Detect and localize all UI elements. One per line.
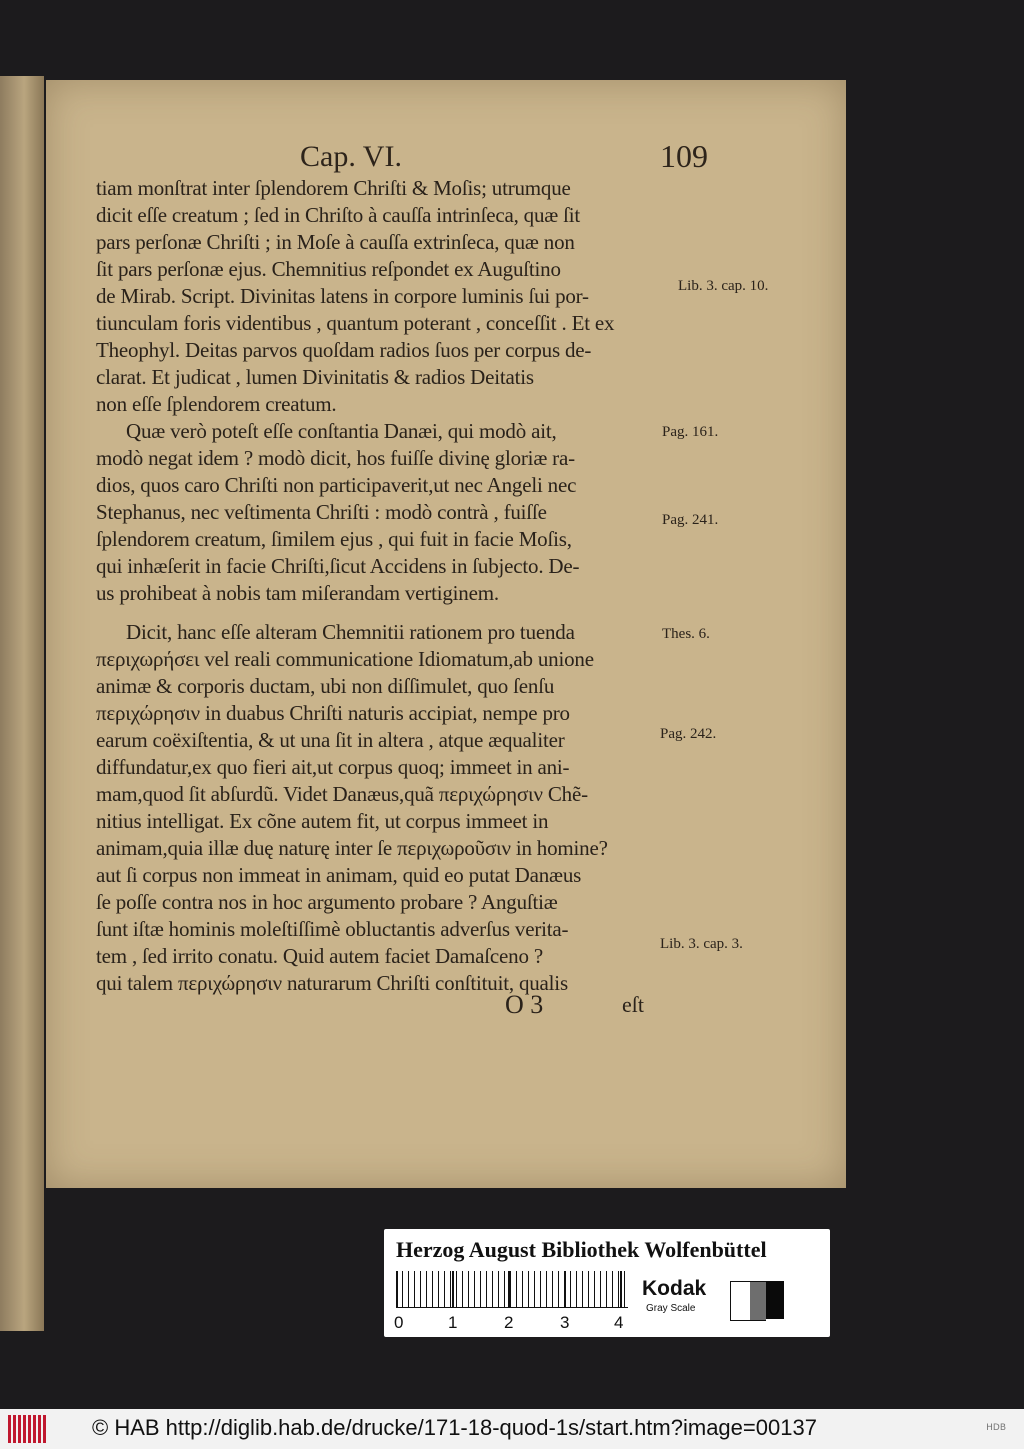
text-line: ſunt iſtæ hominis moleſtiſſimè obluctantis adverſus verita- (96, 917, 569, 941)
gray-patch-black (766, 1281, 784, 1319)
copyright-url[interactable]: © HAB http://diglib.hab.de/drucke/171-18-quod-1s/start.htm?image=00137 (92, 1415, 817, 1440)
ruler-major-tick (396, 1271, 398, 1307)
ruler-major-tick (620, 1271, 622, 1307)
library-name: Herzog August Bibliothek Wolfenbüttel (396, 1237, 767, 1262)
text-line: qui inhæſerit in facie Chriſti,ſicut Accidens in ſubjecto. De- (96, 554, 580, 578)
text-line: qui talem περιχώρησιν naturarum Chriſti conſtituit, qualis (96, 971, 568, 995)
text-line: dios, quos caro Chriſti non participaverit,ut nec Angeli nec (96, 473, 577, 497)
text-line: dicit eſſe creatum ; ſed in Chriſto à cauſſa intrinſeca, quæ ſit (96, 203, 581, 227)
gray-patch-white (730, 1281, 752, 1321)
gray-patch-mid (750, 1281, 766, 1321)
ruler-major-tick (508, 1271, 510, 1307)
catchword: eſt (622, 992, 644, 1017)
chapter-heading: Cap. VI. (300, 140, 402, 173)
corner-mark: HDB (986, 1423, 1006, 1433)
text-line: non eſſe ſplendorem creatum. (96, 392, 337, 416)
signature-mark: O 3 (505, 990, 544, 1019)
ruler-major-tick (564, 1271, 566, 1307)
text-line: pars perſonæ Chriſti ; in Moſe à cauſſa extrinſeca, quæ non (96, 230, 575, 254)
hab-logo-icon (8, 1415, 46, 1443)
text-line: περιχωρήσει vel reali communicatione Idiomatum,ab unione (96, 647, 594, 671)
text-line: ſe poſſe contra nos in hoc argumento probare ? Anguſtiæ (96, 890, 558, 914)
ruler-ticks (396, 1271, 628, 1308)
text-line: clarat. Et judicat , lumen Divinitatis & radios Deitatis (96, 365, 534, 389)
text-line: us prohibeat à nobis tam miſerandam vertiginem. (96, 581, 499, 605)
text-line: Stephanus, nec veſtimenta Chriſti : modò contrà , fuiſſe (96, 500, 547, 524)
previous-page-edge (0, 76, 44, 1331)
margin-note: Pag. 161. (662, 424, 719, 440)
margin-note: Pag. 241. (662, 512, 719, 528)
color-scale-card (384, 1229, 830, 1337)
text-line: diffundatur,ex quo fieri ait,ut corpus quoq; immeet in ani- (96, 755, 570, 779)
text-line: mam,quod ſit abſurdũ. Videt Danæus,quã περιχώρησιν Chẽ- (96, 782, 588, 806)
margin-note: Lib. 3. cap. 3. (660, 936, 743, 952)
ruler-major-tick (452, 1271, 454, 1307)
text-line: tem , ſed irrito conatu. Quid autem faciet Damaſceno ? (96, 944, 543, 968)
text-line: nitius intelligat. Ex cõne autem fit, ut corpus immeet in (96, 809, 549, 833)
text-line: tiam monſtrat inter ſplendorem Chriſti & Moſis; utrumque (96, 176, 571, 200)
text-line: Quæ verò poteſt eſſe conſtantia Danæi, qui modò ait, (126, 419, 557, 443)
ruler-number: 2 (504, 1313, 514, 1332)
text-line: modò negat idem ? modò dicit, hos fuiſſe divinę gloriæ ra- (96, 446, 575, 470)
text-line: ſit pars perſonæ ejus. Chemnitius reſpondet ex Auguſtino (96, 257, 561, 281)
text-line: aut ſi corpus non immeat in animam, quid eo putat Danæus (96, 863, 582, 887)
ruler-number: 4 (614, 1313, 624, 1332)
ruler-number: 0 (394, 1313, 404, 1332)
margin-note: Lib. 3. cap. 10. (678, 278, 769, 294)
grayscale-label: Gray Scale (646, 1303, 696, 1314)
text-line: Theophyl. Deitas parvos quoſdam radios ſuos per corpus de- (96, 338, 592, 362)
margin-note: Thes. 6. (662, 626, 710, 642)
ruler-number: 1 (448, 1313, 458, 1332)
text-line: earum coëxiſtentia, & ut una ſit in altera , atque æqualiter (96, 728, 565, 752)
ruler-number: 3 (560, 1313, 570, 1332)
margin-note: Pag. 242. (660, 726, 717, 742)
text-line: περιχώρησιν in duabus Chriſti naturis accipiat, nempe pro (96, 701, 570, 725)
text-line: animæ & corporis ductam, ubi non diſſimulet, quo ſenſu (96, 674, 555, 698)
text-line: de Mirab. Script. Divinitas latens in corpore luminis ſui por- (96, 284, 589, 308)
text-line: ſplendorem creatum, ſimilem ejus , qui fuit in facie Moſis, (96, 527, 572, 551)
text-line: animam,quia illæ duę naturę inter ſe περιχωροῦσιν in homine? (96, 836, 608, 860)
page-number: 109 (660, 138, 708, 174)
footer-bar (0, 1409, 1024, 1449)
text-line: Dicit, hanc eſſe alteram Chemnitii rationem pro tuenda (126, 620, 575, 644)
kodak-logo: Kodak (642, 1277, 707, 1300)
text-line: tiunculam foris videntibus , quantum poterant , conceſſit . Et ex (96, 311, 615, 335)
